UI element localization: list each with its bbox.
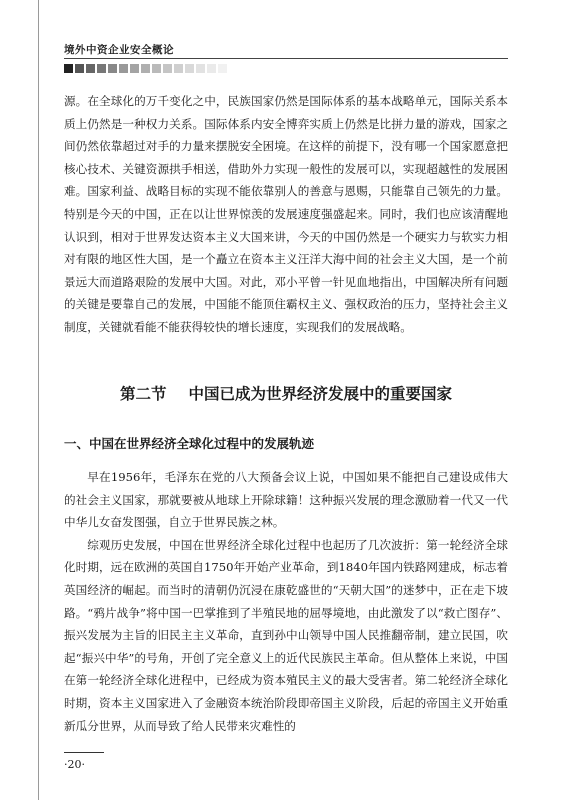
- section-heading: [64, 382, 508, 404]
- footer-rule: [64, 752, 104, 753]
- page-number: ·20·: [64, 758, 85, 771]
- header-square: [64, 64, 73, 73]
- header-square: [196, 64, 205, 73]
- header-square: [185, 64, 194, 73]
- header-square: [108, 64, 117, 73]
- header-rule: [64, 58, 508, 59]
- section-title: 中国已成为世界经济发展中的重要国家: [188, 385, 453, 403]
- header-square: [218, 64, 227, 73]
- header-square: [152, 64, 161, 73]
- header-square: [163, 64, 172, 73]
- header-square: [97, 64, 106, 73]
- header-square: [141, 64, 150, 73]
- section-number: 第二节: [119, 385, 167, 403]
- running-header-title: 境外中资企业安全概论: [64, 44, 174, 56]
- page-margin-rule: [38, 0, 39, 800]
- header-square: [174, 64, 183, 73]
- paragraph-2: 综观历史发展，中国在世界经济全球化过程中也起历了几次波折：第一轮经济全球化时期，远在欧洲的英国自1750年开始产业革命，到1840年国内铁路网建成，标志着英国经济的崛起。而当时的清朝仍沉浸在康乾盛世的“天朝大国”的迷梦中，正在走下坡路。“鸦片战争”将中国一巴掌推到了半殖民地的屈辱境地，由此激发了以“救亡图存”、振兴发展为主旨的旧民主主义革命，直到孙中山领导中国人民推翻帝制，建立民国，吹起“振兴中华”的号角，开创了完全意义上的近代民族民主革命。但从整体上来说，中国在第一轮经济全球化进程中，已经成为资本殖民主义的最大受害者。第二轮经济全球化时期，资本主义国家进入了金融资本统治阶段即帝国主义阶段，后起的帝国主义开始重新瓜分世界，从而导致了给人民带来灾难性的: [64, 537, 508, 733]
- header-square-strip: [64, 64, 227, 74]
- intro-paragraph: 源。在全球化的万千变化之中，民族国家仍然是国际体系的基本战略单元，国际关系本质上仍然是一种权力关系。国际体系内安全博弈实质上仍然是比拼力量的游戏，国家之间仍然依靠超过对手的力量来摆脱安全困境。在这样的前提下，没有哪一个国家愿意把核心技术、关键资源拱手相送，借助外力实现一般性的发展可以，实现超越性的发展困难。国家利益、战略目标的实现不能依靠别人的善意与恩赐，只能靠自己领先的力量。特别是今天的中国，正在以让世界惊羡的发展速度强盛起来。同时，我们也应该清醒地认识到，相对于世界发达资本主义大国来讲，今天的中国仍然是一个硬实力与软实力相对有限的地区性大国，是一个矗立在资本主义汪洋大海中间的社会主义大国，是一个前景远大而道路艰险的发展中大国。对此，邓小平曾一针见血地指出，中国解决所有问题的关键是要靠自己的发展，中国能不能顶住霸权主义、强权政治的压力，坚持社会主义制度，关键就看能不能获得较快的增长速度，实现我们的发展战略。: [64, 94, 508, 334]
- header-square: [119, 64, 128, 73]
- header-square: [75, 64, 84, 73]
- header-square: [130, 64, 139, 73]
- paragraph-1: 早在1956年，毛泽东在党的八大预备会议上说，中国如果不能把自己建设成伟大的社会主义国家，那就要被从地球上开除球籍！这种振兴发展的理念激励着一代又一代中华儿女奋发图强，自立于世界民族之林。: [64, 470, 508, 530]
- intro-text-block: [64, 90, 508, 339]
- header-square: [86, 64, 95, 73]
- header-square: [207, 64, 216, 73]
- section-text-block: [64, 466, 508, 737]
- subsection-heading: 一、中国在世界经济全球化过程中的发展轨迹: [64, 436, 315, 451]
